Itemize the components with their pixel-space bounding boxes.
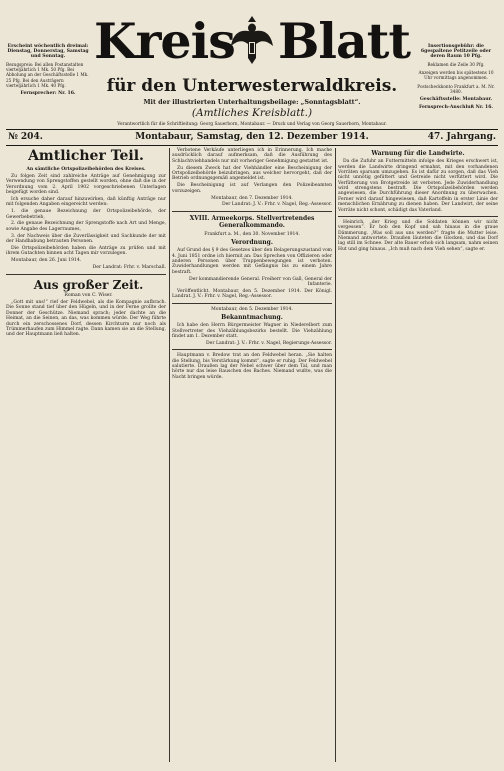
separator [338,216,498,217]
official-label: (Amtliches Kreisblatt.) [191,107,313,119]
notice-paragraph: Zu folgen Zeit sind zahlreiche Anträge auf Genehmigung zur Verwendung von Sprengstoffen gestellt worden, ohne daß die in der Verordnung vom 2. April 1902 vorgeschriebenen Unterlagen beigefügt worden sind. [6,173,166,195]
notice-item: 2. die genaue Bezeichnung der Sprengstoffe nach Art und Menge, sowie Angabe des Lagerraumes, [6,221,166,232]
title-right: Blatt [277,12,410,70]
notice-signature: Der Landrat: Frhr. v. Marschall. [92,265,166,271]
notice-item: 3. der Nachweis über die Zuverlässigkeit und Sachkunde der mit der Handhabung betrauten Personen. [6,233,166,245]
column-2 [172,148,332,382]
section-heading-amtlich: Amtlicher Teil. [28,148,144,164]
column-divider-2 [335,148,336,762]
publisher-line: Verantwortlich für die Schriftleitung: Georg Sauerborn, Montabaur. — Druck und Verlag von Georg Sauerborn, Montabaur. [117,122,387,127]
notice-paragraph: Zu diesem Zweck hat der Viehhändler eine Bescheinigung der Ortspolizeibehörde beizubringen, aus welcher hervorgeht, daß der Betrieb ordnungsgemäß angemeldet ist. [172,165,332,182]
notice-paragraph: Verbotene Verkäufe unterliegen ich in Erinnerung. Ich mache ausdrücklich darauf aufmerksam, daß die Ausführung des Schlachtviehhandels nur mit vorheriger Genehmigung gestattet ist. [172,148,332,164]
separator [172,303,332,304]
notice-paragraph: Die Bescheinigung ist auf Verlangen den Polizeibeamten vorzuzeigen. [172,183,332,194]
section-heading-armeekorps: XVIII. Armeekorps. Stellvertretendes Generalkommando. [189,214,315,230]
masthead-title [94,6,410,76]
subtitle: für den Unterwesterwaldkreis. [106,76,398,96]
phone-info: Fernsprecher: Nr. 16. [20,90,76,96]
notice-signature: Der Landrat: J. V.: Frhr. v. Nagel, Regierungs-Assessor. [205,341,332,347]
notice-paragraph: Ich ersuche daher darauf hinzuwirken, daß künftig Anträge nur mit folgenden Angaben eingereicht werden: [6,196,166,208]
separator [172,349,332,350]
notice-item: 1. die genaue Bezeichnung der Ortspolizeibehörde, der Gewerbebetrieb, [6,209,166,220]
rule-bottom [6,145,498,146]
column-divider-1 [169,148,170,762]
ad-deadline-info: Anzeigen werden bis spätestens 10 Uhr vormittags angenommen. [418,70,494,81]
fernsprech-info: Fernsprech-Anschluß Nr. 16. [418,104,494,110]
volume-year: 47. Jahrgang. [427,132,496,142]
notice-address: An sämtliche Ortspolizeibehörden des Kreises. [26,167,146,172]
title-left: Kreis [94,12,235,70]
tagline: Mit der illustrierten Unterhaltungsbeilage: „Sonntagsblatt“. [143,98,361,106]
reklame-info: Reklamen die Zeile 30 Pfg. [427,62,485,68]
ad-price-info: Insertionsgebühr: die 6gespaltene Petitzeile oder deren Raum 10 Pfg. [420,44,492,60]
newspaper-page [6,4,498,767]
masthead-right-box [414,44,498,113]
eagle-emblem-icon [230,12,274,70]
notice-paragraph: Die Ortspolizeibehörden haben die Anträge zu prüfen und mit ihrem Gutachten binnen acht Tagen mir vorzulegen. [6,246,166,257]
notice-place-date: Frankfurt a. M., den 30. November 1914. [204,231,300,237]
section-heading-warnung: Warnung für die Landwirte. [371,150,465,157]
rule-top [6,129,498,130]
dateline [6,131,498,144]
notice-place-date: Montabaur, den 5. Dezember 1914. [211,306,293,312]
notice-signature: Der Landrat: J. V.: Frhr. v. Nagel, Reg.-Assessor. [221,202,332,208]
issue-number: № 204. [8,132,43,142]
section-heading-bekanntmachung: Bekanntmachung. [221,314,283,321]
notice-date: Montabaur, den 7. Dezember 1914. [211,195,293,201]
masthead-left-box [6,44,90,99]
separator [6,274,166,275]
postscheck-info: Postscheckkonto Frankfurt a. M. Nr. 3480. [417,83,495,94]
issue-date: Montabaur, Samstag, den 12. Dezember 1914. [135,132,369,142]
serial-text: „Gott mit uns!“ rief der Feldwebel, als die Kompagnie aufbrach. Die Sonne stand tief über den Hügeln, und in der Ferne grollte der Donner der Geschütze. Niemand sprach; jeder dachte an die Heimat, an die Seinen, an das, was kommen würde. Der Weg führte durch ein zerschossenes Dorf, dessen Kirchturm nur noch als Trümmerhaufen zum Himmel ragte. Dann kamen sie an die Stellung, und der Hauptmann ließ halten. [6,300,166,338]
notice-paragraph: Auf Grund des § 9 des Gesetzes über den Belagerungszustand vom 4. Juni 1851 ordne ich hiermit an: Das Sprechen von Offizieren oder anderen Personen über Truppenbewegungen ist verboten. Zuwiderhandlungen werden mit Gefängnis bis zu einem Jahre bestraft. [172,248,332,275]
serial-text: Heinrich, „der Krieg und die Soldaten können wir nicht vergessen“. Er hob den Kopf und sah hinaus in die graue Dämmerung. „Was soll aus uns werden?“ fragte die Mutter leise. Niemand antwortete. Draußen läuteten die Glocken, und das Dorf lag still im Schnee. Der alte Bauer erhob sich langsam, nahm seinen Hut und ging hinaus. „Ich muß nach dem Vieh sehen“, sagte er. [338,219,498,252]
serial-text: Hauptmann v. Bredow trat an den Feldwebel heran. „Sie halten die Stellung, bis Verstärkung kommt“, sagte er ruhig. Der Feldwebel salutierte. Draußen lag der Nebel schwer über dem Tal, und man hörte nur das leise Rauschen des Baches. Niemand wußte, was die Nacht bringen würde. [172,353,332,380]
notice-date: Montabaur, den 26. Juni 1914. [11,258,82,264]
notice-paragraph: Veröffentlicht. Montabaur, den 5. Dezember 1914. Der Königl. Landrat. J. V.: Frhr. v. Nagel, Reg.-Assessor. [172,288,332,300]
notice-signature: Der kommandierende General. Freiherr von Gall, General der Infanterie. [189,276,332,288]
office-info: Geschäftsstelle: Montabaur. [419,96,493,102]
notice-paragraph: Da die Zufuhr an Futtermitteln infolge des Krieges erschwert ist, werden die Landwirte dringend ermahnt, mit den vorhandenen Vorräten sparsam umzugehen. Es ist dafür zu sorgen, daß das Vieh nicht unnötig gefüttert und Getreide nicht verfüttert wird. Die Verfütterung von Brotgetreide ist verboten. Jede Zuwiderhandlung wird strengstens bestraft. Die Ortspolizeibehörden werden angewiesen, die Durchführung dieser Anordnung zu überwachen. Ferner wird darauf hingewiesen, daß Kartoffeln in erster Linie der menschlichen Ernährung zu dienen haben. Der Landwirt, der seine Vorräte nicht schont, schädigt das Vaterland. [338,159,498,213]
subscription-info: Erscheint wöchentlich dreimal: Dienstag, Donnerstag, Samstag und Sonntag. [7,44,89,60]
serial-author: Roman von C. Wiser. [64,293,113,299]
separator [172,211,332,212]
notice-paragraph: Ich habe den Herrn Bürgermeister Wagner in Niederelbert zum Stellvertreter des Viehzählungsbezirks bestellt. Die Viehzählung findet am 1. Dezember statt. [172,323,332,340]
column-3 [338,148,498,254]
serial-title: Aus großer Zeit. [33,277,144,292]
price-info: Bezugspreis: Bei allen Postanstalten vierteljährlich 1 Mk. 50 Pfg. Bei Abholung an der Geschäftsstelle 1 Mk. 25 Pfg. Bei den Austrägern vierteljährlich 1 Mk. 40 Pfg. [6,62,89,88]
section-heading-verordnung: Verordnung. [231,238,273,246]
column-1 [6,148,166,339]
